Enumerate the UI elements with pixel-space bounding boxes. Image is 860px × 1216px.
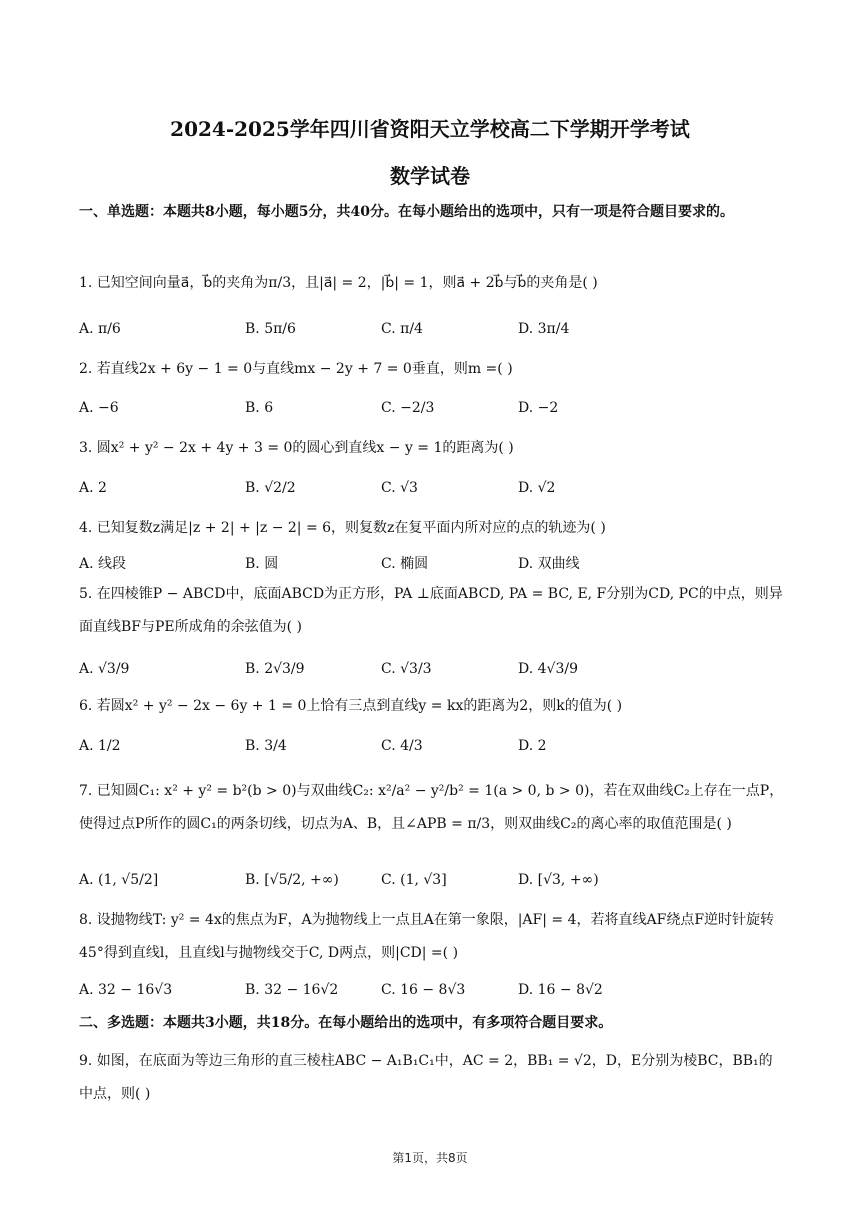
question-8-options: [79, 982, 784, 1008]
question-6-options: [79, 738, 784, 764]
option-c: C. 4/3: [381, 738, 423, 754]
question-8: 8. 设抛物线T: y² = 4x的焦点为F，A为抛物线上一点且A在第一象限，|AF| = 4，若将直线AF绕点F逆时针旋转45°得到直线l，且直线l与抛物线交于C, D两点，则|CD| =( ): [79, 912, 775, 961]
question-2-options: [79, 400, 784, 426]
option-c: C. (1, √3]: [381, 872, 447, 888]
option-b: B. √2/2: [245, 480, 296, 496]
option-b: B. 5π/6: [245, 321, 296, 337]
option-b: B. 32 − 16√2: [245, 982, 339, 998]
option-c: C. 椭圆: [381, 556, 429, 572]
option-a: A. −6: [79, 400, 119, 416]
question-4-options: [79, 553, 784, 579]
exam-subtitle: 数学试卷: [390, 164, 470, 188]
option-d: D. 3π/4: [518, 321, 570, 337]
option-a: A. (1, √5/2]: [79, 872, 159, 888]
option-d: D. [√3, +∞): [518, 872, 599, 888]
option-b: B. [√5/2, +∞): [245, 872, 339, 888]
option-b: B. 6: [245, 400, 274, 416]
option-c: C. √3: [381, 480, 418, 496]
exam-title: 2024-2025学年四川省资阳天立学校高二下学期开学考试: [170, 117, 690, 141]
option-c: C. −2/3: [381, 400, 435, 416]
question-9: 9. 如图，在底面为等边三角形的直三棱柱ABC − A₁B₁C₁中，AC = 2，BB₁ = √2，D，E分别为棱BC，BB₁的中点，则( ): [79, 1053, 773, 1102]
question-3-options: [79, 480, 784, 506]
question-6: 6. 若圆x² + y² − 2x − 6y + 1 = 0上恰有三点到直线y = kx的距离为2，则k的值为( ): [79, 698, 623, 714]
section-single-choice: 一、单选题：本题共8小题，每小题5分，共40分。在每小题给出的选项中，只有一项是符合题目要求的。: [79, 204, 734, 220]
section-multiple-choice: 二、多选题：本题共3小题，共18分。在每小题给出的选项中，有多项符合题目要求。: [79, 1015, 613, 1031]
option-c: C. √3/3: [381, 661, 432, 677]
question-7-options: [79, 872, 784, 898]
option-a: A. 1/2: [79, 738, 121, 754]
option-d: D. 16 − 8√2: [518, 982, 603, 998]
question-4: 4. 已知复数z满足|z + 2| + |z − 2| = 6，则复数z在复平面内所对应的点的轨迹为( ): [79, 520, 606, 536]
option-d: D. 2: [518, 738, 547, 754]
question-7: 7. 已知圆C₁: x² + y² = b²(b > 0)与双曲线C₂: x²/a² − y²/b² = 1(a > 0, b > 0)，若在双曲线C₂上存在一点P，使得过点P所作的圆C₁的两条切线，切点为A、B，且∠APB = π/3，则双曲线C₂的离心率的取值范围是( ): [79, 783, 784, 832]
option-d: D. −2: [518, 400, 559, 416]
option-a: A. 2: [79, 480, 107, 496]
option-b: B. 2√3/9: [245, 661, 305, 677]
option-c: C. 16 − 8√3: [381, 982, 466, 998]
option-c: C. π/4: [381, 321, 423, 337]
question-2: 2. 若直线2x + 6y − 1 = 0与直线mx − 2y + 7 = 0垂直，则m =( ): [79, 361, 513, 377]
question-5-options: [79, 661, 784, 687]
option-d: D. √2: [518, 480, 556, 496]
question-1-options: [79, 321, 784, 347]
option-d: D. 4√3/9: [518, 661, 578, 677]
option-b: B. 3/4: [245, 738, 287, 754]
option-a: A. 线段: [79, 556, 127, 572]
option-a: A. π/6: [79, 321, 121, 337]
question-3: 3. 圆x² + y² − 2x + 4y + 3 = 0的圆心到直线x − y = 1的距离为( ): [79, 440, 514, 456]
option-d: D. 双曲线: [518, 556, 580, 572]
page-footer: 第1页，共8页: [392, 1151, 468, 1165]
question-1: 1. 已知空间向量a⃗，b⃗的夹角为π/3，且|a⃗| = 2，|b⃗| = 1，则a⃗ + 2b⃗与b⃗的夹角是( ): [79, 275, 598, 291]
option-b: B. 圆: [245, 556, 279, 572]
option-a: A. 32 − 16√3: [79, 982, 173, 998]
question-5: 5. 在四棱锥P − ABCD中，底面ABCD为正方形，PA ⊥底面ABCD, PA = BC, E, F分别为CD, PC的中点，则异面直线BF与PE所成角的余弦值为( ): [79, 586, 783, 635]
option-a: A. √3/9: [79, 661, 130, 677]
